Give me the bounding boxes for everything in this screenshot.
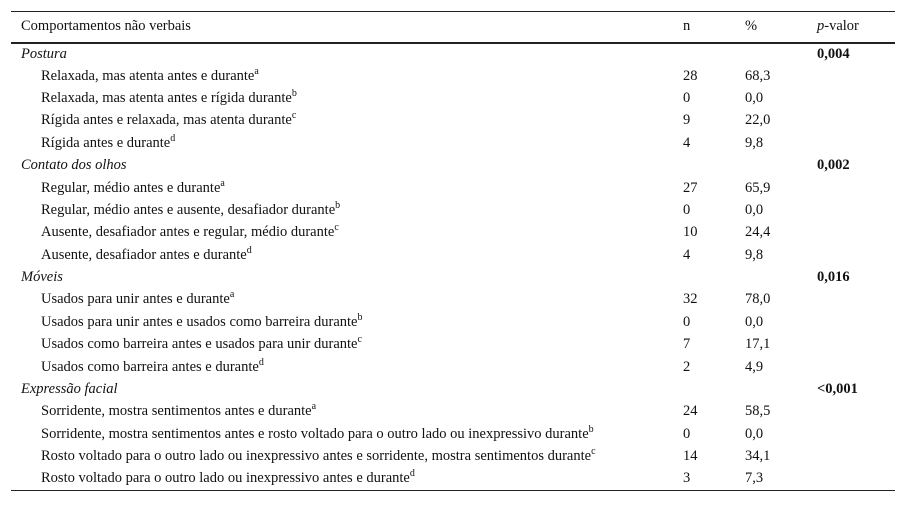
footnote-marker: a [254, 65, 259, 77]
results-table-container [11, 11, 895, 491]
category-label: Postura [21, 45, 67, 62]
table-row [11, 244, 895, 266]
category-row-moveis [11, 266, 895, 288]
table-row [11, 334, 895, 356]
footnote-marker: d [409, 468, 415, 480]
table-row [11, 311, 895, 333]
footnote-marker: d [258, 356, 264, 368]
footnote-marker: b [357, 311, 363, 323]
table-row [11, 401, 895, 423]
footnote-marker: a [220, 177, 225, 189]
row-n: 0 [683, 89, 691, 106]
footnote-marker: b [335, 199, 341, 211]
row-label: Relaxada, mas atenta antes e rígida durante$^b$ [41, 87, 297, 106]
table-header-row [11, 12, 895, 43]
row-n: 0 [683, 425, 691, 442]
table-row [11, 199, 895, 221]
row-label: Ausente, desafiador antes e durante$^d$ [41, 244, 252, 263]
row-n: 32 [683, 291, 698, 308]
table-row [11, 87, 895, 109]
row-n: 4 [683, 134, 691, 151]
table-row [11, 132, 895, 154]
header-percent: % [735, 12, 807, 43]
row-percent: 58,5 [745, 403, 771, 420]
category-label: Expressão facial [21, 381, 118, 398]
row-n: 27 [683, 179, 698, 196]
header-p-suffix: -valor [824, 18, 859, 35]
row-label: Rígida antes e durante$^d$ [41, 132, 176, 151]
footnote-marker: c [357, 334, 362, 346]
footnote-marker: b [588, 423, 594, 435]
row-percent: 34,1 [745, 448, 771, 465]
row-label: Rosto voltado para o outro lado ou inexpressivo antes e durante$^d$ [11, 468, 673, 490]
row-n: 0 [683, 201, 691, 218]
footnote-marker: c [334, 222, 339, 234]
category-label: Móveis [21, 269, 63, 286]
footnote-marker: c [591, 446, 596, 458]
row-percent: 0,0 [745, 201, 764, 218]
table-row [11, 423, 895, 445]
category-p-value: 0,004 [817, 45, 850, 62]
category-p-value: <0,001 [817, 381, 858, 398]
row-percent: 65,9 [745, 179, 771, 196]
category-row-expressao-facial [11, 378, 895, 400]
table-row [11, 356, 895, 378]
table-row [11, 65, 895, 87]
row-label: Usados como barreira antes e durante$^d$ [41, 356, 264, 375]
row-percent: 17,1 [745, 336, 771, 353]
row-label: Rígida antes e relaxada, mas atenta durante$^c$ [41, 110, 297, 129]
row-n: 2 [683, 358, 691, 375]
row-percent: 0,0 [745, 89, 764, 106]
row-n: 0 [683, 313, 691, 330]
row-percent: 24,4 [745, 224, 771, 241]
row-label: Usados para unir antes e usados como barreira durante$^b$ [41, 311, 363, 330]
row-percent: 9,8 [745, 134, 764, 151]
category-row-contato-dos-olhos [11, 154, 895, 176]
row-n: 14 [683, 448, 698, 465]
row-label: Regular, médio antes e ausente, desafiador durante$^b$ [41, 199, 341, 218]
row-percent: 0,0 [745, 425, 764, 442]
row-label: Ausente, desafiador antes e regular, médio durante$^c$ [41, 222, 339, 241]
nonverbal-behaviors-table [11, 11, 895, 491]
row-n: 28 [683, 67, 698, 84]
footnote-marker: d [170, 132, 176, 144]
table-row [11, 110, 895, 132]
category-label: Contato dos olhos [21, 157, 127, 174]
header-n: n [673, 12, 735, 43]
table-row [11, 222, 895, 244]
category-p-value: 0,002 [817, 157, 850, 174]
category-p-value: 0,016 [817, 269, 850, 286]
table-row [11, 289, 895, 311]
row-percent: 7,3 [735, 468, 807, 490]
header-p-value [807, 12, 895, 43]
footnote-marker: c [291, 110, 297, 122]
row-n: 9 [683, 112, 691, 129]
table-row [11, 177, 895, 199]
row-n: 10 [683, 224, 698, 241]
row-label: Usados como barreira antes e usados para unir durante$^c$ [41, 334, 362, 353]
row-percent: 22,0 [745, 112, 771, 129]
header-p-italic: p [817, 18, 825, 35]
row-n: 7 [683, 336, 691, 353]
row-n: 24 [683, 403, 698, 420]
row-label: Regular, médio antes e durante$^a$ [41, 177, 225, 196]
row-label: Sorridente, mostra sentimentos antes e rosto voltado para o outro lado ou inexpressivo durante$^b$ [41, 423, 594, 442]
row-percent: 78,0 [745, 291, 771, 308]
row-percent: 68,3 [745, 67, 771, 84]
row-percent: 4,9 [745, 358, 764, 375]
row-percent: 0,0 [745, 313, 764, 330]
header-behaviors: Comportamentos não verbais [11, 12, 673, 43]
table-row [11, 446, 895, 468]
row-label: Rosto voltado para o outro lado ou inexpressivo antes e sorridente, mostra sentimentos durante$^c$ [41, 446, 596, 465]
category-row-postura [11, 43, 895, 65]
row-label: Usados para unir antes e durante$^a$ [41, 289, 235, 308]
row-percent: 9,8 [745, 246, 764, 263]
row-label: Relaxada, mas atenta antes e durante$^a$ [41, 65, 259, 84]
footnote-marker: b [291, 87, 297, 99]
row-n: 3 [673, 468, 735, 490]
footnote-marker: a [311, 401, 317, 413]
row-label: Sorridente, mostra sentimentos antes e durante$^a$ [41, 401, 317, 420]
row-n: 4 [683, 246, 691, 263]
footnote-marker: a [229, 289, 235, 301]
table-row [11, 468, 895, 490]
footnote-marker: d [246, 244, 252, 256]
